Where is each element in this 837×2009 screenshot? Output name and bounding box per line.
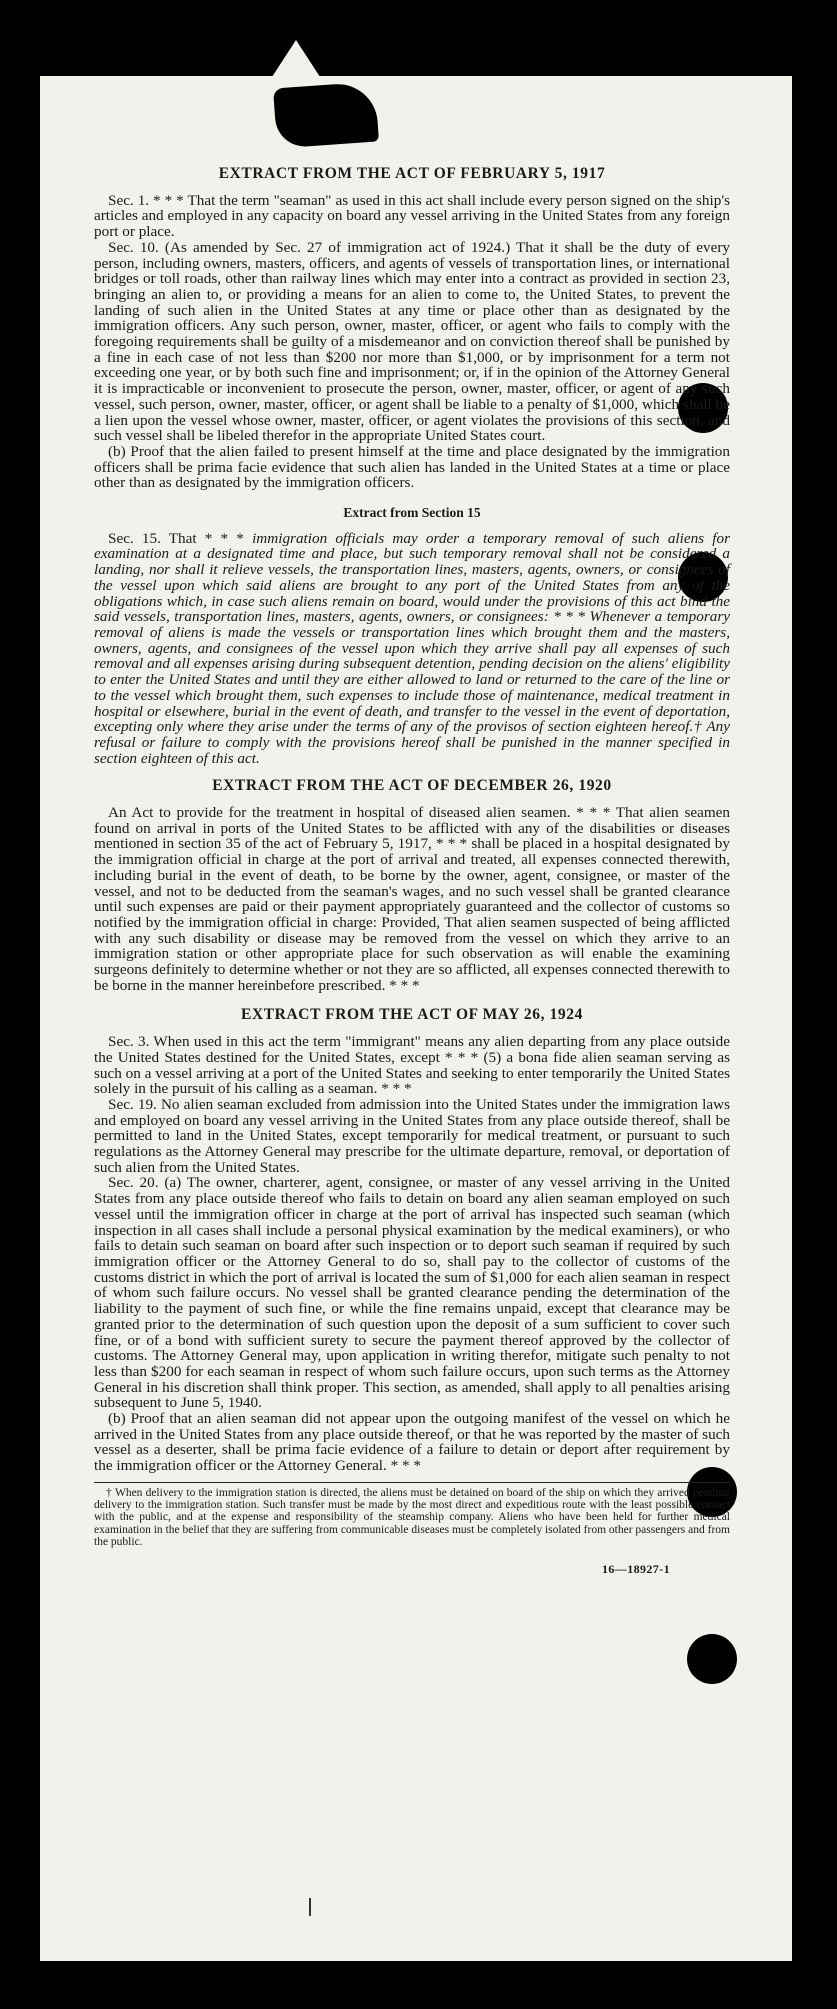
document-body (94, 166, 730, 1578)
paper-fold (270, 40, 322, 80)
punch-hole (687, 1634, 737, 1684)
footnote-text: † When delivery to the immigration station is directed, the aliens must be detained on board of the ship on which they arrived pending delivery to the immigration station. Such transfer must be made by the most direct and expeditious route with the least possible contact with the public, and at the expense and responsibility of the steamship company. Aliens who have been held for further medical examination in the belief that they are suffering from communicable diseases must be completely isolated from other passengers and from the public. (94, 1486, 730, 1549)
footnote-divider (94, 1482, 730, 1483)
act-1920-text: An Act to provide for the treatment in hospital of diseased alien seamen. * * * That alien seamen found on arrival in ports of the United States to be afflicted with any of the disabilities or diseases mentioned in section 35 of the act of February 5, 1917, * * * shall be placed in a hospital designated by the immigration official in charge at the port of arrival and treated, all expenses connected therewith, including burial in the event of death, to be borne by the owner, agent, consignee, or master of the vessel, and not to be deducted from the seaman's wages, and no such vessel shall be granted clearance until such expenses are paid or their payment appropriately guaranteed and the collector of customs so notified by the immigration official in charge: Provided, That alien seamen suspected of being afflicted with any such disability or disease may be removed from the vessel on which they arrive to an immigration station or other appropriate place for such observation as will enable the examining surgeons definitely to determine whether or not they are so afflicted, all expenses connected therewith to be borne in the manner hereinbefore prescribed. * * * (94, 804, 730, 994)
heading-act-1920: EXTRACT FROM THE ACT OF DECEMBER 26, 1920 (212, 777, 612, 795)
footnote (94, 1487, 730, 1548)
section-3: Sec. 3. When used in this act the term "immigrant" means any alien departing from any place outside the United States destined for the United States, except * * * (5) a bona fide alien seaman serving as such on a vessel arriving at a port of the United States and seeking to enter temporarily the United States solely in the pursuit of his calling as a seaman. * * * (94, 1033, 730, 1098)
section-19: Sec. 19. No alien seaman excluded from admission into the United States under the immigration laws and employed on board any vessel arriving in the United States from any place outside thereof, shall be permitted to land in the United States, except temporarily for medical treatment, or pursuant to such regulations as the Attorney General may prescribe for the ultimate departure, removal, or deportation of such alien from the United States. (94, 1095, 730, 1176)
section-1: Sec. 1. * * * That the term "seaman" as used in this act shall include every person signed on the ship's articles and employed in any capacity on board any vessel arriving in the United States from any foreign port or place. (94, 191, 730, 241)
section-10: Sec. 10. (As amended by Sec. 27 of immigration act of 1924.) That it shall be the duty of every person, including owners, masters, officers, and agents of vessels of transportation lines, or international bridges or toll roads, other than railway lines which may enter into a contract as provided in section 23, bringing an alien to, or providing a means for an alien to come to, the United States, to prevent the landing of such alien in the United States at any time or place other than as designated by the immigration officers. Any such person, owner, master, officer, or agent who fails to comply with the foregoing requirements shall be guilty of a misdemeanor and on conviction thereof shall be punished by a fine in each case of not less than $200 nor more than $1,000, or by imprisonment for a term not exceeding one year, or by both such fine and imprisonment; or, if in the opinion of the Attorney General it is impracticable or inconvenient to prosecute the person, owner, master, officer, or agent of any such vessel, such person, owner, master, officer, or agent shall be liable to a penalty of $1,000, which shall be a lien upon the vessel whose owner, master, officer, or agent violates the provisions of this section, and such vessel shall be libeled therefor in the appropriate United States court. (94, 238, 730, 445)
section-15 (94, 531, 730, 767)
heading-act-1917: EXTRACT FROM THE ACT OF FEBRUARY 5, 1917 (218, 165, 606, 182)
section-15-text: immigration officials may order a temporary removal of such aliens for examination at a designated time and place, but such temporary removal shall not be considered a landing, nor shall it relieve vessels, the transportation lines, masters, agents, owners, or consignees of the vessel upon which said aliens are brought to any port of the United States from any of the obligations which, in case such aliens remain on board, would under the provisions of this act bind the said vessels, transportation lines, masters, agents, owners, or consignees: * * * Whenever a temporary removal of aliens is made the vessels or transportation lines which brought them and the masters, owners, agents, and consignees of the vessel upon which they arrive shall pay all expenses of such removal and all expenses arising during subsequent detention, pending decision on the aliens' eligibility to enter the United States and until they are either allowed to land or returned to the care of the line or to the vessel which brought them, such expenses to include those of maintenance, medical treatment in hospital or elsewhere, burial in the event of death, and transfer to the vessel in the event of deportation, excepting only where they arise under the terms of any of the provisos of section eighteen hereof.† Any refusal or failure to comply with the provisions hereof shall be punished in the manner specified in section eighteen of this act. (94, 529, 730, 767)
section-15-lead: Sec. 15. That * * * (108, 529, 244, 547)
heading-section-15: Extract from Section 15 (343, 505, 481, 521)
section-20: Sec. 20. (a) The owner, charterer, agent, consignee, or master of any vessel arriving in the United States from any place outside thereof who fails to detain on board any alien seaman employed on such vessel until the immigration officer in charge at the port of arrival has inspected such seaman (which inspection in all cases shall include a personal physical examination by the medical examiners), or who fails to detain such seaman on board after such inspection or to deport such seaman if required by such immigration officer or the Attorney General to do so, shall pay to the collector of customs of the customs district in which the port of arrival is located the sum of $1,000 for each alien seaman in respect of whom such failure occurs. No vessel shall be granted clearance pending the determination of the liability to the payment of such fine, or while the fine remains unpaid, except that clearance may be granted prior to the determination of such question upon the deposit of a sum sufficient to cover such fine, or of a bond with sufficient surety to secure the payment thereof approved by the collector of customs. The Attorney General may, upon application in writing therefor, mitigate such penalty to not less than $200 for each seaman in respect of whom such failure occurs, upon such terms as the Attorney General in his discretion shall think proper. This section, as amended, shall apply to all penalties arising subsequent to June 5, 1940. (94, 1174, 730, 1412)
form-code: 16—18927-1 (602, 1562, 670, 1577)
page-mark (309, 1898, 311, 1916)
section-20-b: (b) Proof that an alien seaman did not appear upon the outgoing manifest of the vessel on which he arrived in the United States from any place outside thereof, or that he was reported by the master of such vessel as a deserter, shall be prima facie evidence of a failure to detain or deport after requirement by the immigration officer or the Attorney General. * * * (94, 1410, 730, 1475)
heading-act-1924: EXTRACT FROM THE ACT OF MAY 26, 1924 (241, 1006, 583, 1024)
section-10-b: (b) Proof that the alien failed to present himself at the time and place designated by the immigration officers shall be prima facie evidence that such alien has landed in the United States at a time or place other than as designated by the immigration officers. (94, 442, 730, 492)
